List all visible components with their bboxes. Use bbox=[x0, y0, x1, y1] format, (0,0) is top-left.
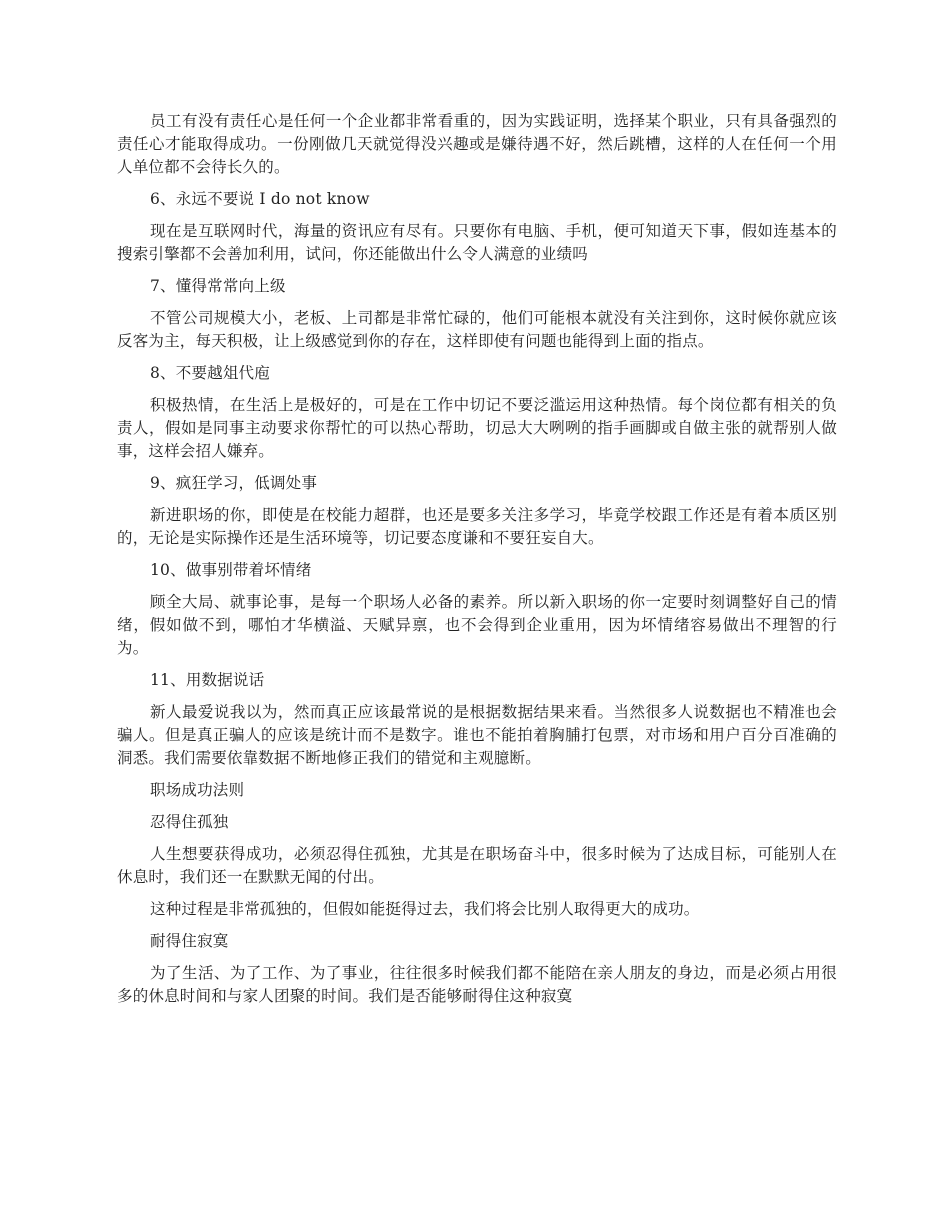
section-heading: 8、不要越俎代庖 bbox=[150, 364, 270, 382]
section-heading: 7、懂得常常向上级 bbox=[150, 277, 286, 295]
section-heading: 10、做事别带着坏情绪 bbox=[150, 561, 312, 579]
body-paragraph: 员工有没有责任心是任何一个企业都非常看重的，因为实践证明，选择某个职业，只有具备强烈的责任心才能取得成功。一份刚做几天就觉得没兴趣或是嫌待遇不好，然后跳槽，这样的人在任何一个用人单位都不会待长久的。 bbox=[117, 112, 837, 176]
body-paragraph: 积极热情，在生活上是极好的，可是在工作中切记不要泛滥运用这种热情。每个岗位都有相关的负责人，假如是同事主动要求你帮忙的可以热心帮助，切忌大大咧咧的指手画脚或自做主张的就帮别人做事，这样会招人嫌弃。 bbox=[117, 396, 837, 460]
section-heading: 11、用数据说话 bbox=[150, 671, 265, 689]
section-heading: 耐得住寂寞 bbox=[150, 932, 229, 950]
body-paragraph: 新人最爱说我以为，然而真正应该最常说的是根据数据结果来看。当然很多人说数据也不精准也会骗人。但是真正骗人的应该是统计而不是数字。谁也不能拍着胸脯打包票，对市场和用户百分百准确的洞悉。我们需要依靠数据不断地修正我们的错觉和主观臆断。 bbox=[117, 703, 837, 767]
section-heading: 6、永远不要说 I do not know bbox=[150, 190, 370, 208]
body-paragraph: 为了生活、为了工作、为了事业，往往很多时候我们都不能陪在亲人朋友的身边，而是必须占用很多的休息时间和与家人团聚的时间。我们是否能够耐得住这种寂寞 bbox=[117, 964, 837, 1005]
body-paragraph: 现在是互联网时代，海量的资讯应有尽有。只要你有电脑、手机，便可知道天下事，假如连基本的搜索引擎都不会善加利用，试问，你还能做出什么令人满意的业绩吗 bbox=[117, 222, 837, 263]
body-paragraph: 这种过程是非常孤独的，但假如能挺得过去，我们将会比别人取得更大的成功。 bbox=[150, 900, 700, 918]
section-heading: 忍得住孤独 bbox=[150, 813, 229, 831]
section-heading: 职场成功法则 bbox=[150, 781, 245, 799]
body-paragraph: 不管公司规模大小，老板、上司都是非常忙碌的，他们可能根本就没有关注到你，这时候你就应该反客为主，每天积极，让上级感觉到你的存在，这样即使有问题也能得到上面的指点。 bbox=[117, 309, 837, 350]
document-body bbox=[117, 110, 837, 1017]
body-paragraph: 人生想要获得成功，必须忍得住孤独，尤其是在职场奋斗中，很多时候为了达成目标，可能别人在休息时，我们还一在默默无闻的付出。 bbox=[117, 845, 837, 886]
section-heading: 9、疯狂学习，低调处事 bbox=[150, 474, 318, 492]
body-paragraph: 新进职场的你，即使是在校能力超群，也还是要多关注多学习，毕竟学校跟工作还是有着本质区别的，无论是实际操作还是生活环境等，切记要态度谦和不要狂妄自大。 bbox=[117, 506, 837, 547]
body-paragraph: 顾全大局、就事论事，是每一个职场人必备的素养。所以新入职场的你一定要时刻调整好自己的情绪，假如做不到，哪怕才华横溢、天赋异禀，也不会得到企业重用，因为坏情绪容易做出不理智的行为。 bbox=[117, 593, 837, 657]
